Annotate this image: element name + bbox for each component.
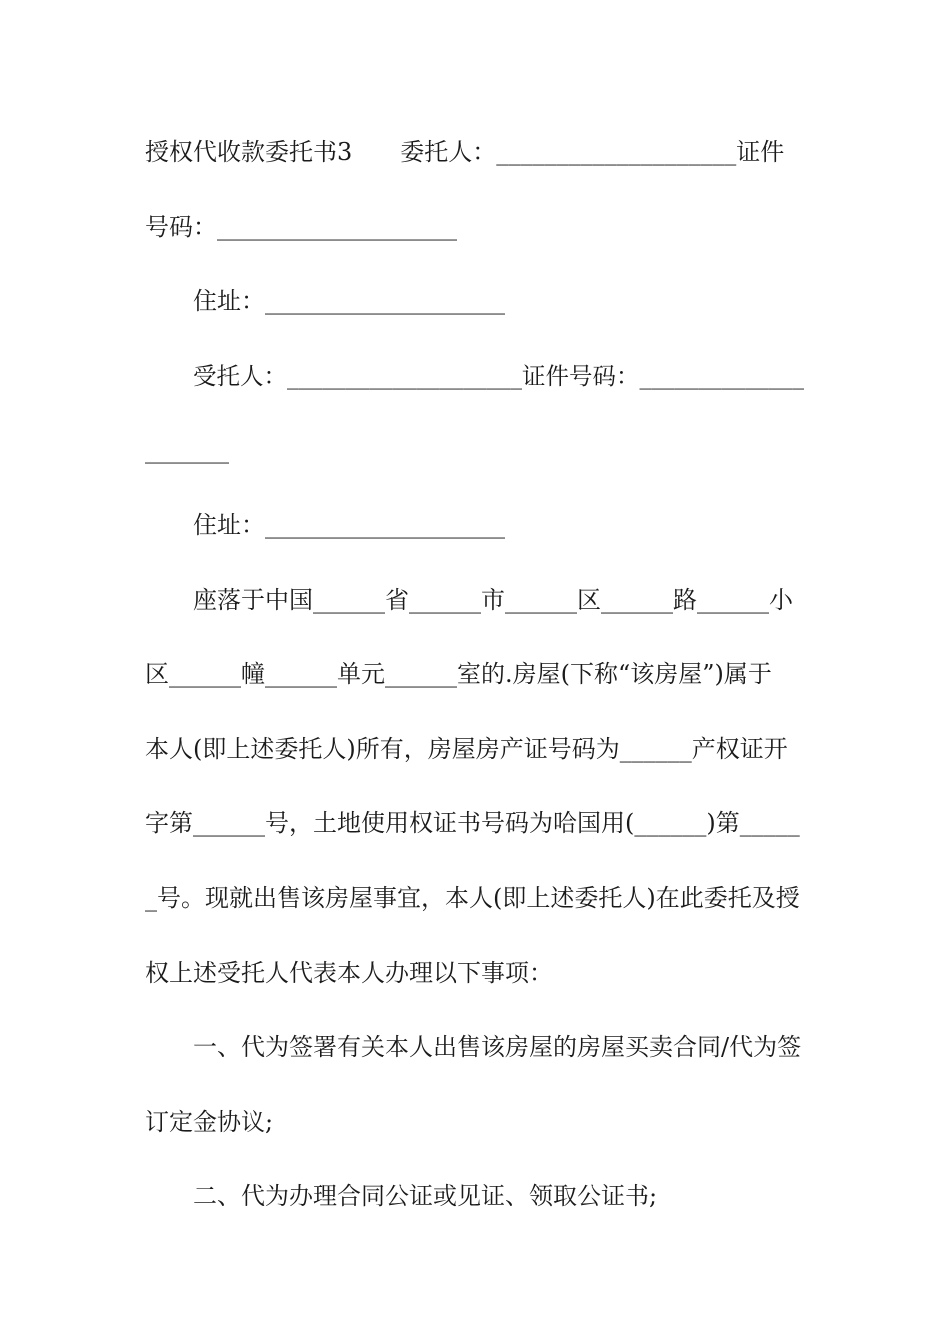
paragraph-line: 订定金协议; [145,1108,274,1136]
paragraph-line: 授权代收款委托书3 委托人：____________________证件 [145,138,785,166]
paragraph-line: _______ [145,436,229,464]
paragraph-line: 住址：____________________ [193,287,505,315]
paragraph-line: 字第______号，土地使用权证书号码为哈国用(______)第_____ [145,809,800,837]
paragraph-line: _号。现就出售该房屋事宜，本人(即上述委托人)在此委托及授 [145,884,800,912]
paragraph-line: 区______幢______单元______室的.房屋(下称“该房屋”)属于 [145,660,772,688]
paragraph-line: 一、代为签署有关本人出售该房屋的房屋买卖合同/代为签 [193,1033,802,1061]
paragraph-line: 本人(即上述委托人)所有，房屋房产证号码为______产权证开 [145,735,788,763]
paragraph-line: 住址：____________________ [193,511,505,539]
paragraph-line: 权上述受托人代表本人办理以下事项： [145,959,553,987]
paragraph-line: 二、代为办理合同公证或见证、领取公证书; [193,1182,658,1210]
paragraph-line: 座落于中国______省______市______区______路______小 [193,586,793,614]
paragraph-line: 受托人：____________________证件号码：______________ [193,362,804,390]
paragraph-line: 号码：____________________ [145,213,457,241]
